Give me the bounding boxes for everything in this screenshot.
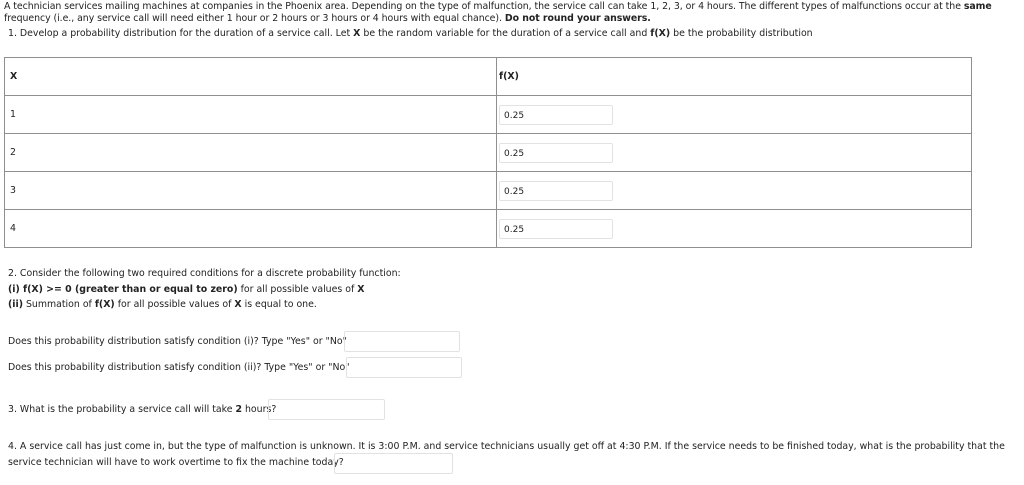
cond2-fx-bold: f(X) — [94, 299, 115, 310]
table-header-row — [5, 58, 972, 96]
fx-input-3[interactable]: 0.25 — [499, 181, 613, 201]
q2-condition-2 — [8, 299, 317, 312]
q3-text-2: hours? — [242, 404, 277, 415]
question-3 — [8, 404, 276, 417]
cond2-text-1: Summation of — [23, 299, 95, 310]
q2-ask-condition-1: Does this probability distribution satisfy condition (i)? Type "Yes" or "No" — [8, 336, 347, 347]
q3-answer-input[interactable] — [268, 399, 385, 420]
x-value: 4 — [5, 210, 497, 248]
q4-answer-input[interactable] — [334, 453, 453, 474]
cond2-bold: (ii) — [8, 299, 23, 310]
cond1-bold: (i) f(X) >= 0 (greater than or equal to zero) — [8, 284, 238, 295]
q1-text-2: be the random variable for the duration of a service call and — [360, 28, 651, 39]
table-row — [5, 134, 972, 172]
fx-cell — [497, 96, 972, 134]
cond2-x-bold: X — [234, 299, 242, 310]
q1-x-bold: X — [353, 28, 361, 39]
x-value: 3 — [5, 172, 497, 210]
x-value: 2 — [5, 134, 497, 172]
header-x: X — [5, 58, 497, 96]
fx-input-2[interactable]: 0.25 — [499, 143, 613, 163]
table-row — [5, 210, 972, 248]
cond2-text-3: is equal to one. — [241, 299, 317, 310]
probability-distribution-table — [4, 57, 972, 248]
q1-fx-bold: f(X) — [650, 28, 671, 39]
q2-condition-1 — [8, 284, 365, 297]
intro-text-2: frequency (i.e., any service call will need either 1 hour or 2 hours or 3 hours or 4 hours with equal chance). — [4, 12, 505, 24]
intro-text-1: A technician services mailing machines at companies in the Phoenix area. Depending on the type of malfunction, the service call can take 1, 2, 3, or 4 hours. The different types of malfunctions occur at the — [4, 1, 964, 12]
header-fx-cell — [497, 58, 972, 96]
fx-input-1[interactable]: 0.25 — [499, 105, 613, 125]
fx-cell — [497, 134, 972, 172]
intro-same-bold: same — [963, 1, 992, 12]
q3-text-1: 3. What is the probability a service call will take — [8, 404, 236, 415]
q3-bold-2: 2 — [235, 404, 243, 415]
cond1-text: for all possible values of — [237, 284, 358, 295]
condition-1-answer-input[interactable] — [344, 331, 460, 352]
x-value: 1 — [5, 96, 497, 134]
table-row — [5, 96, 972, 134]
table-row — [5, 172, 972, 210]
question-1 — [8, 28, 813, 40]
problem-intro — [4, 1, 1019, 24]
fx-cell — [497, 172, 972, 210]
q4-line-2: service technician will have to work overtime to fix the machine today? — [8, 457, 344, 468]
fx-cell — [497, 210, 972, 248]
condition-2-answer-input[interactable] — [346, 357, 462, 378]
q2-ask-condition-2: Does this probability distribution satisfy condition (ii)? Type "Yes" or "No" — [8, 362, 350, 373]
q2-intro: 2. Consider the following two required conditions for a discrete probability function: — [8, 268, 401, 279]
fx-input-4[interactable]: 0.25 — [499, 219, 613, 239]
header-fx: f(X) — [499, 71, 519, 82]
cond2-text-2: for all possible values of — [114, 299, 235, 310]
cond1-x-bold: X — [357, 284, 365, 295]
intro-no-round-bold: Do not round your answers. — [504, 12, 651, 24]
q1-text-3: be the probability distribution — [670, 28, 813, 39]
q4-line-1: 4. A service call has just come in, but the type of malfunction is unknown. It is 3:00 P.M. and service technicians usually get off at 4:30 P.M. If the service needs to be finished today, what is the probability that the — [8, 441, 1005, 452]
q1-text-1: 1. Develop a probability distribution for the duration of a service call. Let — [8, 28, 354, 39]
